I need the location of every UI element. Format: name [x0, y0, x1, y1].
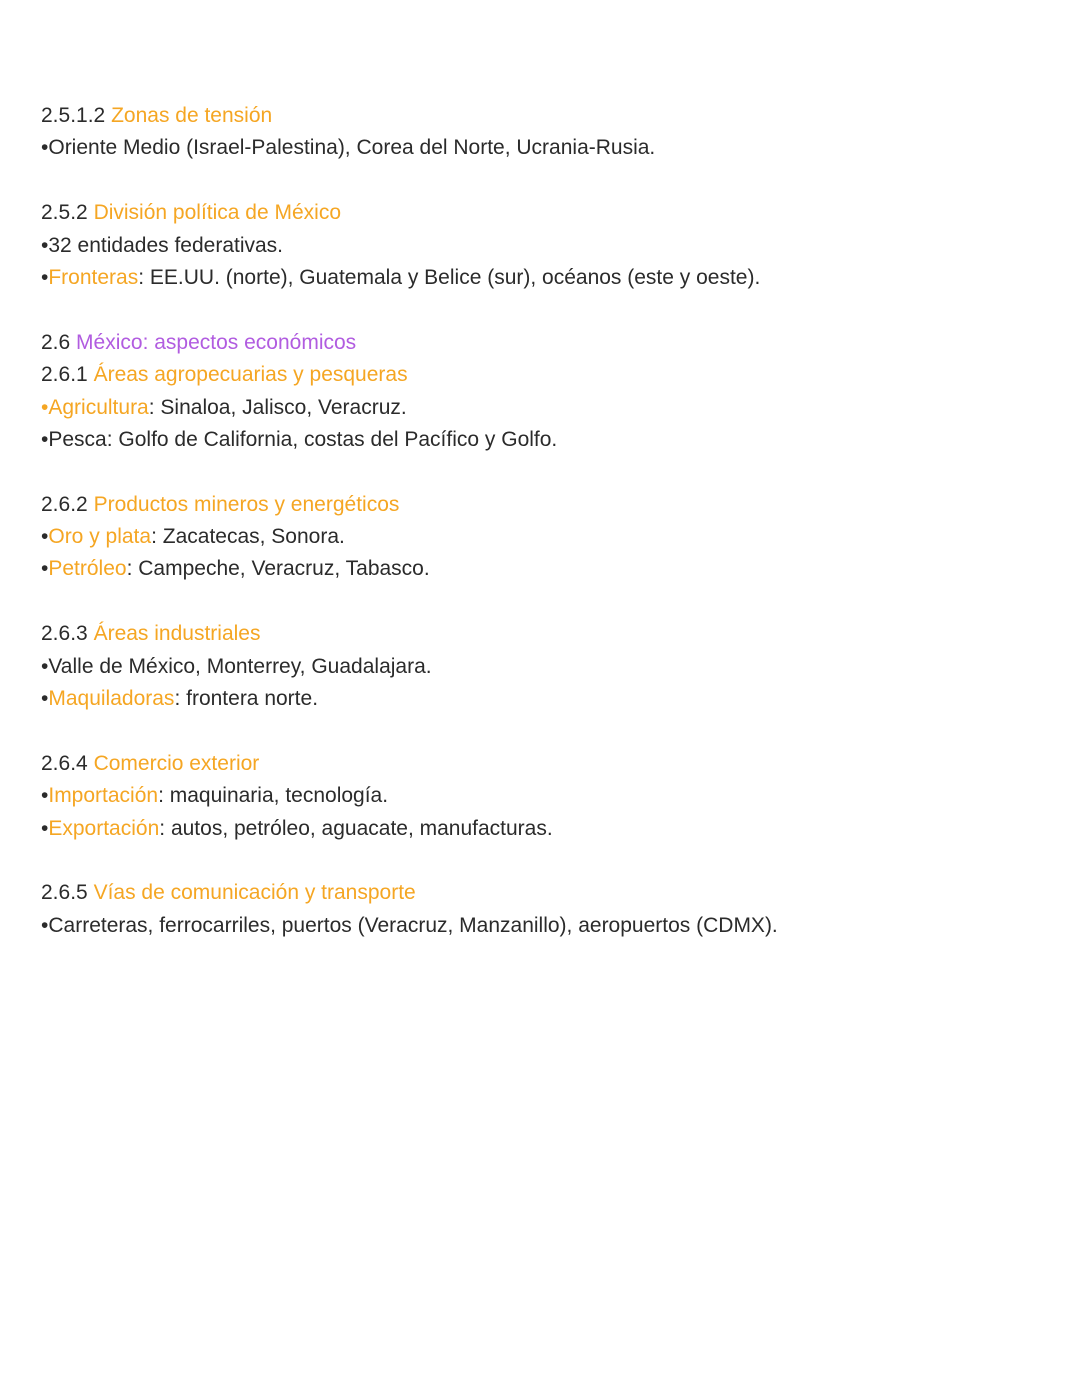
list-item: [41, 521, 1041, 553]
item-text: Campeche, Veracruz, Tabasco.: [132, 557, 430, 581]
heading-title: Áreas agropecuarias y pesqueras: [93, 363, 408, 387]
bullet: •: [41, 654, 49, 678]
heading-title: División política de México: [93, 201, 341, 225]
item-label: Agricultura: [48, 395, 149, 419]
item-label: Fronteras: [48, 265, 139, 289]
section-heading: [41, 100, 1041, 132]
item-separator: :: [158, 784, 164, 808]
item-text: maquinaria, tecnología.: [163, 784, 389, 808]
item-text: Valle de México, Monterrey, Guadalajara.: [48, 654, 432, 678]
list-item: [41, 910, 1041, 942]
bullet: •: [41, 784, 49, 808]
bullet: •: [41, 427, 49, 451]
heading-number: 2.6.5: [41, 881, 88, 905]
item-label: Petróleo: [48, 557, 127, 581]
main-section-heading: [41, 327, 1041, 359]
item-label: Oro y plata: [48, 525, 152, 549]
heading-title: Áreas industriales: [93, 622, 261, 646]
heading-title: Productos mineros y energéticos: [93, 492, 400, 516]
list-item: [41, 132, 1041, 164]
spacer: [41, 456, 1041, 488]
item-text: Pesca: Golfo de California, costas del Pacífico y Golfo.: [48, 427, 558, 451]
item-separator: :: [138, 265, 145, 289]
item-label: Importación: [48, 784, 159, 808]
item-label: Exportación: [48, 816, 160, 840]
item-separator: :: [148, 395, 155, 419]
bullet: •: [41, 265, 49, 289]
bullet: •: [41, 913, 49, 937]
spacer: [41, 165, 1041, 197]
heading-title: Zonas de tensión: [111, 104, 273, 127]
list-item: [41, 424, 1041, 456]
item-separator: :: [159, 816, 166, 840]
section-heading: [41, 197, 1041, 229]
list-item: [41, 683, 1041, 715]
section-heading: [41, 877, 1041, 909]
section-heading: [41, 489, 1041, 521]
heading-number: 2.6: [41, 330, 71, 354]
item-separator: :: [126, 557, 133, 581]
item-text: Oriente Medio (Israel-Palestina), Corea del Norte, Ucrania-Rusia.: [48, 136, 656, 160]
spacer: [41, 845, 1041, 877]
heading-number: 2.5.1.2: [41, 104, 106, 127]
heading-number: 2.5.2: [41, 201, 88, 225]
spacer: [41, 715, 1041, 747]
item-text: 32 entidades federativas.: [48, 233, 284, 257]
item-text: Zacatecas, Sonora.: [156, 525, 345, 549]
heading-title: Comercio exterior: [93, 751, 260, 775]
list-item: [41, 392, 1041, 424]
item-text: autos, petróleo, aguacate, manufacturas.: [165, 816, 553, 840]
spacer: [41, 294, 1041, 326]
list-item: [41, 262, 1041, 294]
list-item: [41, 780, 1041, 812]
heading-number: 2.6.2: [41, 492, 88, 516]
item-separator: :: [174, 687, 181, 711]
item-text: Sinaloa, Jalisco, Veracruz.: [154, 395, 407, 419]
notes-content: [41, 100, 1041, 942]
item-text: EE.UU. (norte), Guatemala y Belice (sur), océanos (este y oeste).: [144, 265, 761, 289]
heading-number: 2.6.1: [41, 363, 88, 387]
spacer: [41, 586, 1041, 618]
section-heading: [41, 359, 1041, 391]
list-item: [41, 813, 1041, 845]
item-label: Maquiladoras: [48, 687, 175, 711]
bullet: •: [41, 395, 49, 419]
item-text: Carreteras, ferrocarriles, puertos (Veracruz, Manzanillo), aeropuertos (CDMX).: [48, 913, 778, 937]
heading-number: 2.6.3: [41, 622, 88, 646]
bullet: •: [41, 525, 49, 549]
section-heading: [41, 618, 1041, 650]
heading-title: México: aspectos económicos: [76, 330, 357, 354]
bullet: •: [41, 557, 49, 581]
bullet: •: [41, 816, 49, 840]
heading-number: 2.6.4: [41, 751, 88, 775]
list-item: [41, 651, 1041, 683]
bullet: •: [41, 233, 49, 257]
list-item: [41, 230, 1041, 262]
item-text: frontera norte.: [180, 687, 319, 711]
item-separator: :: [151, 525, 157, 549]
heading-title: Vías de comunicación y transporte: [93, 881, 416, 905]
bullet: •: [41, 687, 49, 711]
list-item: [41, 553, 1041, 585]
section-heading: [41, 748, 1041, 780]
bullet: •: [41, 136, 49, 160]
